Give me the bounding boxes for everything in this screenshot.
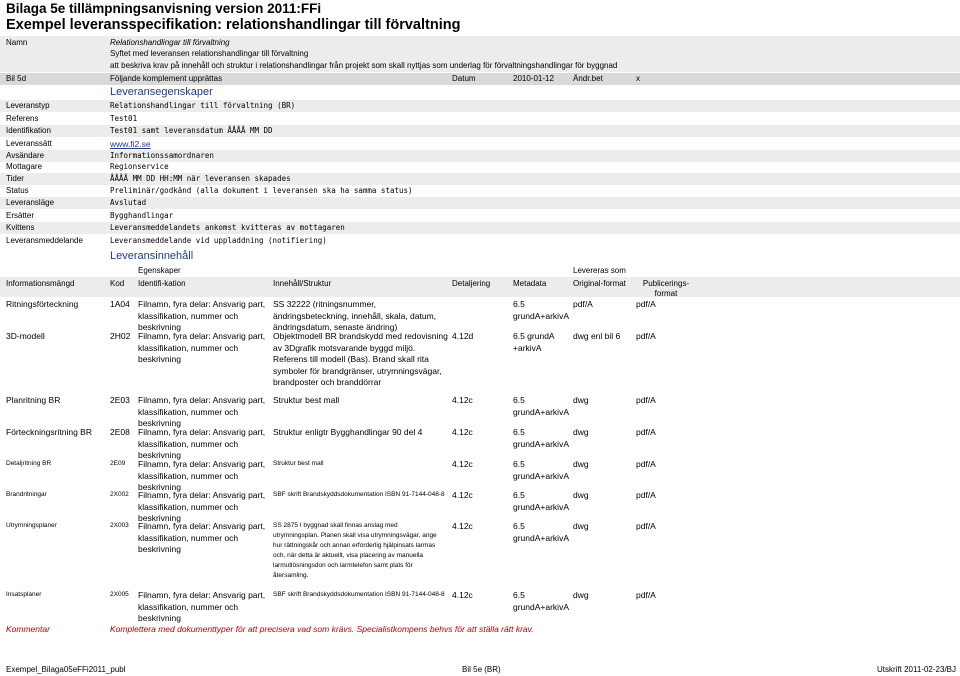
row-detaljering: 4.12c: [452, 590, 473, 600]
row-metadata: 6.5 grundA+arkivA: [513, 459, 569, 481]
namn-value: Relationshandlingar till förvaltning: [110, 38, 230, 47]
row-identifikation: Filnamn, fyra delar: Ansvarig part, klassifikation, nummer och beskrivning: [138, 427, 266, 460]
egenskap-label: Leveransmeddelande: [6, 236, 83, 245]
row-kod: 2X003: [110, 522, 129, 529]
col-identifikation: Identifi-kation: [138, 279, 186, 288]
row-kod: 2E03: [110, 395, 130, 405]
egenskap-value: Regionservice: [110, 162, 169, 171]
egenskap-label: Leveransläge: [6, 198, 55, 207]
row-content: SBF skrift Brandskyddsdokumentation ISBN 91-7144-048-8: [273, 491, 445, 498]
egenskap-value: Bygghandlingar: [110, 211, 174, 220]
egenskap-label: Leveranssätt: [6, 139, 52, 148]
row-metadata: 6.5 grundA +arkivA: [513, 331, 555, 353]
row-metadata: 6.5 grundA+arkivA: [513, 427, 569, 449]
document-header-line1: Bilaga 5e tillämpningsanvisning version 2011:FFi: [6, 1, 322, 16]
col-kod: Kod: [110, 279, 125, 288]
row-identifikation: Filnamn, fyra delar: Ansvarig part, klassifikation, nummer och beskrivning: [138, 299, 266, 332]
row-original: dwg: [573, 459, 589, 469]
row-detaljering: 4.12c: [452, 427, 473, 437]
egenskap-value: Relationshandlingar till förvaltning (BR): [110, 101, 296, 110]
row-metadata: 6.5 grundA+arkivA: [513, 521, 569, 543]
egenskap-value: Leveransmeddelande vid uppladdning (notifiering): [110, 236, 327, 245]
egenskap-label: Tider: [6, 174, 24, 183]
row-content: Objektmodell BR brandskydd med redovisning av 3Dgrafik motsvarande byggd miljö. Referens till modell (Bas). Brand skall rita symboler för brandgränser, utrymningsvägar, brandposter och branddörrar: [273, 331, 448, 387]
namn-desc1: Syftet med leveransen relationshandlingar till förvaltning: [110, 49, 309, 58]
row-metadata: 6.5 grundA+arkivA: [513, 490, 569, 512]
row-original: dwg enl bil 6: [573, 331, 621, 341]
egenskap-value: Test01 samt leveransdatum ÅÅÅÅ MM DD: [110, 126, 273, 135]
datum-label: Datum: [452, 74, 476, 83]
col-publicering: Publicerings-format: [642, 279, 690, 298]
row-original: dwg: [573, 427, 589, 437]
row-identifikation: Filnamn, fyra delar: Ansvarig part, klassifikation, nummer och beskrivning: [138, 395, 266, 428]
egenskap-value: Test01: [110, 114, 138, 123]
row-name: Ritningsförteckning: [6, 299, 79, 309]
egenskaper-title: Leveransegenskaper: [110, 86, 213, 98]
leveranssatt-link[interactable]: www.fi2.se: [110, 139, 151, 149]
namn-label: Namn: [6, 38, 28, 47]
row-metadata: 6.5 grundA+arkivA: [513, 590, 569, 612]
egenskap-label: Ersätter: [6, 211, 35, 220]
row-kod: 2E09: [110, 460, 126, 467]
row-publicering: pdf/A: [636, 299, 656, 309]
row-content: SS 2875 I byggnad skall finnas anslag med utrymningsplan. Planen skall visa utrymningsvägar, ange hur rättningskår och annan erforderlig hjälpinsats larmas och, när detta är aktuellt, visa placering av manuella larmutlösningsdon och larmtelefon samt plats för återsamling.: [273, 522, 437, 579]
row-name: Insatsplaner: [6, 591, 42, 598]
datum-value: 2010-01-12: [513, 74, 554, 83]
row-content: Struktur best mall: [273, 460, 324, 467]
row-kod: 2X002: [110, 491, 129, 498]
row-publicering: pdf/A: [636, 427, 656, 437]
row-metadata: 6.5 grundA+arkivA: [513, 299, 569, 321]
row-original: dwg: [573, 490, 589, 500]
row-kod: 2X005: [110, 591, 129, 598]
row-publicering: pdf/A: [636, 521, 656, 531]
row-publicering: pdf/A: [636, 590, 656, 600]
namn-desc2: att beskriva krav på innehåll och struktur i relationshandlingar från projekt som skall nyttjas som underlag för förvaltningshandlingar för byggnad: [110, 61, 618, 70]
egenskap-label: Kvittens: [6, 223, 35, 232]
footer-center: Bil 5e (BR): [462, 665, 501, 674]
egenskap-value: Avslutad: [110, 198, 147, 207]
row-name: Förteckningsritning BR: [6, 427, 92, 437]
row-kod: 2H02: [110, 331, 131, 341]
row-content: Struktur best mall: [273, 395, 340, 405]
egenskaper-group-label: Egenskaper: [138, 266, 181, 275]
row-metadata: 6.5 grundA+arkivA: [513, 395, 569, 417]
row-publicering: pdf/A: [636, 331, 656, 341]
row-name: Detaljritning BR: [6, 460, 52, 467]
row-kod: 2E08: [110, 427, 130, 437]
row-name: Planritning BR: [6, 395, 61, 405]
kommentar-label: Kommentar: [6, 624, 50, 634]
row-publicering: pdf/A: [636, 490, 656, 500]
andr-value: x: [636, 74, 640, 83]
row-detaljering: 4.12c: [452, 490, 473, 500]
col-original: Original-format: [573, 279, 626, 288]
egenskap-value: Leveransmeddelandets ankomst kvitteras av mottagaren: [110, 223, 345, 232]
egenskap-value: Preliminär/godkänd (alla dokument i leveransen ska ha samma status): [110, 186, 413, 195]
document-title: Exempel leveransspecifikation: relationshandlingar till förvaltning: [6, 17, 461, 33]
row-detaljering: 4.12c: [452, 521, 473, 531]
egenskap-label: Avsändare: [6, 151, 45, 160]
row-detaljering: 4.12c: [452, 459, 473, 469]
row-original: pdf/A: [573, 299, 593, 309]
row-identifikation: Filnamn, fyra delar: Ansvarig part, klassifikation, nummer och beskrivning: [138, 521, 266, 554]
row-identifikation: Filnamn, fyra delar: Ansvarig part, klassifikation, nummer och beskrivning: [138, 331, 266, 364]
row-original: dwg: [573, 590, 589, 600]
bil-value: Följande komplement upprättas: [110, 74, 223, 83]
footer-left: Exempel_Bilaga05eFFi2011_publ: [6, 665, 126, 674]
row-publicering: pdf/A: [636, 395, 656, 405]
row-content: Struktur enligtr Bygghandlingar 90 del 4: [273, 427, 423, 437]
egenskap-value: Informationssamordnaren: [110, 151, 214, 160]
bil-label: Bil 5d: [6, 74, 27, 83]
andr-label: Ändr.bet: [573, 74, 603, 83]
col-detaljering: Detaljering: [452, 279, 491, 288]
col-informationsmangd: Informationsmängd: [6, 279, 75, 288]
row-original: dwg: [573, 521, 589, 531]
egenskap-value: ÅÅÅÅ MM DD HH:MM när leveransen skapades: [110, 174, 291, 183]
col-metadata: Metadata: [513, 279, 547, 288]
kommentar-value: Komplettera med dokumenttyper för att precisera vad som krävs. Specialistkompens behvs för att ställa rätt krav.: [110, 624, 534, 634]
row-content: SS 32222 (ritningsnummer, ändringsbeteckning, innehåll, skala, datum, ändringsdatum, senaste ändring): [273, 299, 437, 332]
footer-right: Utskrift 2011-02-23/BJ: [877, 665, 956, 674]
row-identifikation: Filnamn, fyra delar: Ansvarig part, klassifikation, nummer och beskrivning: [138, 490, 266, 523]
row-kod: 1A04: [110, 299, 130, 309]
row-identifikation: Filnamn, fyra delar: Ansvarig part, klassifikation, nummer och beskrivning: [138, 590, 266, 623]
egenskap-label: Status: [6, 186, 29, 195]
egenskap-label: Leveranstyp: [6, 101, 50, 110]
innehall-title: Leveransinnehåll: [110, 250, 194, 262]
col-innehall: Innehåll/Struktur: [273, 279, 332, 288]
egenskap-label: Referens: [6, 114, 39, 123]
row-content: SBF skrift Brandskyddsdokumentation ISBN 91-7144-048-8: [273, 591, 445, 598]
egenskap-label: Mottagare: [6, 162, 43, 171]
levereras-group-label: Levereras som: [573, 266, 626, 275]
row-name: 3D-modell: [6, 331, 45, 341]
row-identifikation: Filnamn, fyra delar: Ansvarig part, klassifikation, nummer och beskrivning: [138, 459, 266, 492]
row-publicering: pdf/A: [636, 459, 656, 469]
row-original: dwg: [573, 395, 589, 405]
egenskap-label: Identifikation: [6, 126, 51, 135]
row-detaljering: 4.12d: [452, 331, 474, 341]
row-name: Brandritningar: [6, 491, 47, 498]
row-name: Utrymningsplaner: [6, 522, 57, 529]
row-detaljering: 4.12c: [452, 395, 473, 405]
